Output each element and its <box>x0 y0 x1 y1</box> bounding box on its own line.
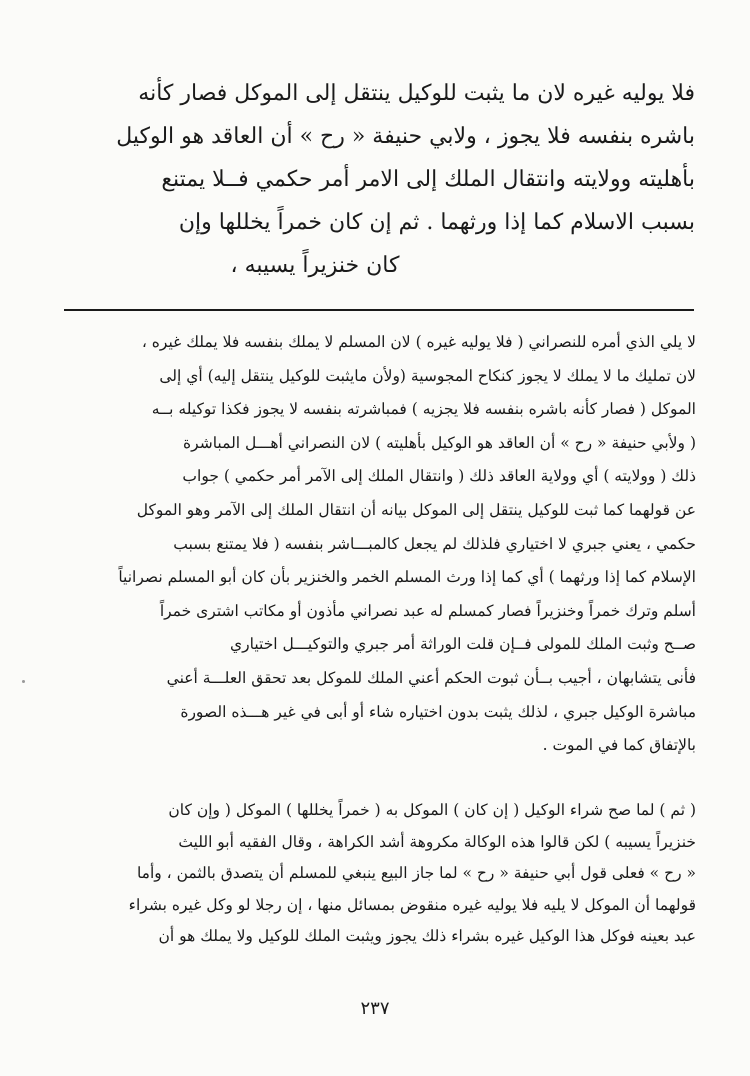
main-text-line: بسبب الاسلام كما إذا ورثهما . ثم إن كان خمراً يخللها وإن <box>178 210 695 235</box>
commentary-line: صــح وثبت الملك للمولى فــإن قلت الوراثة أمر جبري والتوكيـــل اختياري <box>230 635 696 654</box>
commentary-line: ذلك ( وولايته ) أي وولاية العاقد ذلك ( وانتقال الملك إلى الآمر أمر حكمي ) جواب <box>182 467 696 486</box>
commentary-line: « رح » فعلى قول أبي حنيفة « رح » لما جاز البيع ينبغي للمسلم أن يتصدق بالثمن ، وأما <box>136 864 696 882</box>
commentary-line: مباشرة الوكيل جبري ، لذلك يثبت بدون اختياره شاء أو أبى في غير هـــذه الصورة <box>180 702 696 721</box>
commentary-line: خنزيراً يسيبه ) لكن قالوا هذه الوكالة مكروهة أشد الكراهة ، وقال الفقيه أبو الليث <box>178 832 696 851</box>
main-text-line: فلا يوليه غيره لان ما يثبت للوكيل ينتقل إلى الموكل فصار كأنه <box>138 81 695 106</box>
commentary-line: لا يلي الذي أمره للنصراني ( فلا يوليه غيره ) لان المسلم لا يملك بنفسه فلا يملك غيره ، <box>141 333 696 351</box>
commentary-line: عبد بعينه فوكل هذا الوكيل غيره بشراء ذلك يجوز ويثبت الملك للوكيل ولا يملك هو أن <box>158 927 696 945</box>
commentary-block-2 <box>64 795 696 953</box>
margin-dot <box>22 680 25 683</box>
commentary-line: الإسلام كما إذا ورثهما ) أي كما إذا ورث المسلم الخمر والخنزير بأن كان أبو المسلم نصرانياً <box>118 568 696 587</box>
commentary-line: عن قولهما كما ثبت للوكيل ينتقل إلى الموكل بيانه أن انتقال الملك إلى الآمر وهو الموكل <box>136 500 696 519</box>
commentary-line: فأنى يتشابهان ، أجيب بــأن ثبوت الحكم أعني الملك للموكل بعد تحقق العلـــة أعني <box>166 668 696 687</box>
commentary-line: بالإتفاق كما في الموت . <box>542 736 696 755</box>
commentary-line: ( ولأبي حنيفة « رح » أن العاقد هو الوكيل بأهليته ) لان النصراني أهـــل المباشرة <box>183 433 696 452</box>
main-text-line: بأهليته وولايته وانتقال الملك إلى الامر أمر حكمي فــلا يمتنع <box>161 167 695 192</box>
commentary-line: حكمي ، يعني جبري لا اختياري فلذلك لم يجعل كالمبـــاشر بنفسه ( فلا يمتنع بسبب <box>173 534 696 553</box>
commentary-line: قولهما أن الموكل لا يليه فلا يوليه غيره منقوض بمسائل منها ، إن رجلا لو وكل غيره بشراء <box>128 895 696 914</box>
main-text-line: باشره بنفسه فلا يجوز ، ولابي حنيفة « رح » أن العاقد هو الوكيل <box>116 124 695 149</box>
commentary-line: ( ثم ) لما صح شراء الوكيل ( إن كان ) الموكل به ( خمراً يخللها ) الموكل ( وإن كان <box>168 801 696 819</box>
main-text-block <box>95 72 695 287</box>
commentary-line: الموكل ( فصار كأنه باشره بنفسه فلا يجزيه ) فمباشرته بنفسه لا يجوز فكذا توكيله بــه <box>151 400 696 419</box>
commentary-line: أسلم وترك خمراً وخنزيراً فصار كمسلم له عبد نصراني مأذون أو مكاتب اشترى خمراً <box>159 601 696 620</box>
page-number: ٢٣٧ <box>360 998 390 1019</box>
commentary-block <box>64 326 696 763</box>
main-text-line: كان خنزيراً يسيبه ، <box>230 253 400 278</box>
commentary-line: لان تمليك ما لا يملك لا يجوز كنكاح المجوسية (ولأن مايثبت للوكيل ينتقل إليه) أي إلى <box>159 366 696 385</box>
separator-rule <box>64 309 694 311</box>
